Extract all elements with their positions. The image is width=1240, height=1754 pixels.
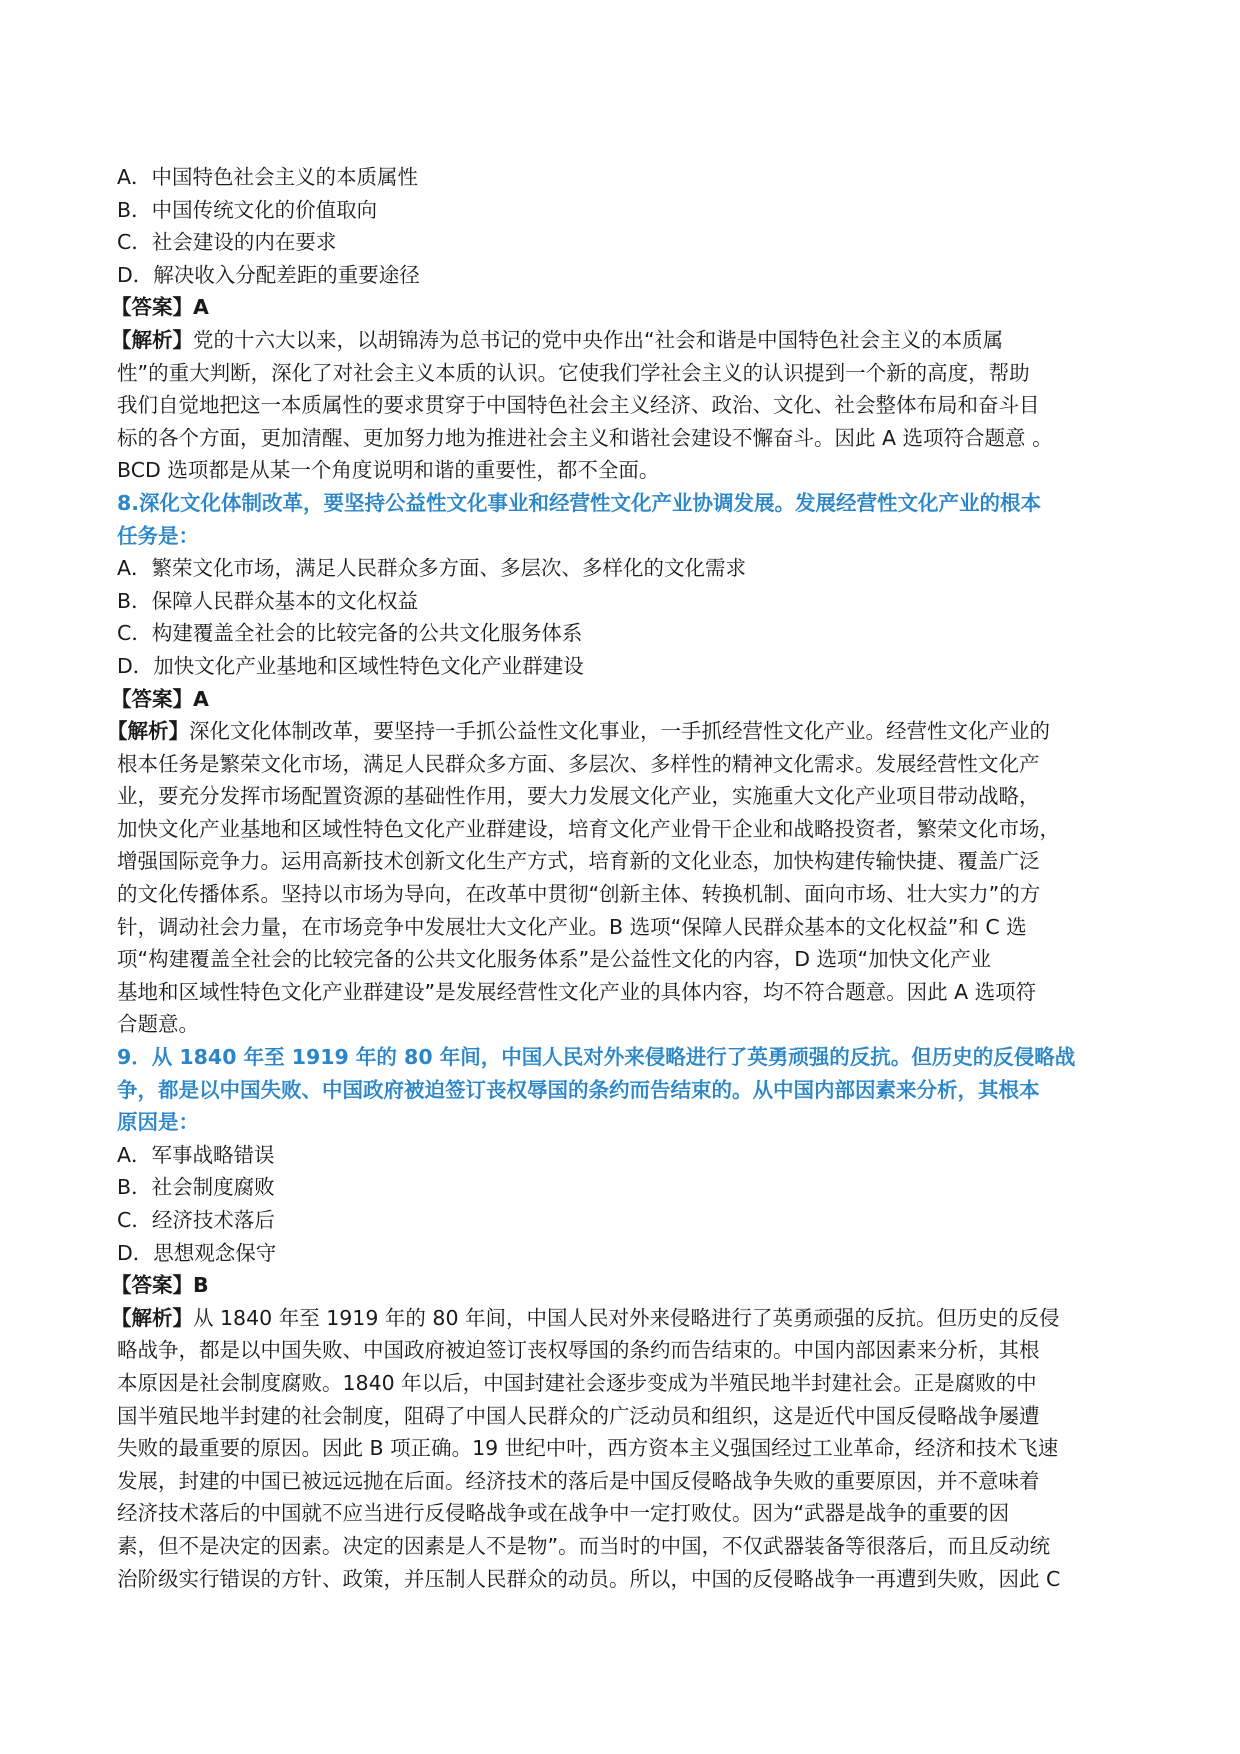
- option-a: A．中国特色社会主义的本质属性: [117, 165, 419, 189]
- answer-7: 【答案】A: [111, 295, 209, 320]
- analysis-line: 党的十六大以来，以胡锦涛为总书记的党中央作出“社会和谐是中国特色社会主义的本质属: [193, 327, 1004, 352]
- analysis-9: [111, 1302, 1125, 1595]
- option-a: A．军事战略错误: [117, 1142, 275, 1167]
- question-9: [117, 1041, 1125, 1139]
- option-b: B．保障人民群众基本的文化权益: [117, 588, 419, 613]
- analysis-line: 治阶级实行错误的方针、政策，并压制人民群众的动员。所以，中国的反侵略战争一再遭到失败，因此 C: [117, 1566, 1061, 1591]
- analysis-line: 从 1840 年至 1919 年的 80 年间，中国人民对外来侵略进行了英勇顽强的反抗。但历史的反侵: [193, 1305, 1060, 1330]
- option-c: C．社会建设的内在要求: [117, 230, 337, 255]
- analysis-line: 素，但不是决定的因素。决定的因素是人不是物”。而当时的中国，不仅武器装备等很落后，而且反动统: [117, 1533, 1051, 1558]
- analysis-line: BCD 选项都是从某一个角度说明和谐的重要性，都不全面。: [117, 458, 660, 483]
- analysis-label: 【解析】: [111, 327, 193, 352]
- answer-8: 【答案】A: [111, 686, 209, 711]
- question-8-text: 8.深化文化体制改革，要坚持公益性文化事业和经营性文化产业协调发展。发展经营性文化产业的根本: [117, 490, 1042, 515]
- analysis-line: 标的各个方面，更加清醒、更加努力地为推进社会主义和谐社会建设不懈奋斗。因此 A 选项符合题意 。: [117, 425, 1053, 450]
- document-page: [107, 161, 1125, 1595]
- analysis-line: 针，调动社会力量，在市场竞争中发展壮大文化产业。B 选项“保障人民群众基本的文化权益”和 C 选: [117, 914, 1027, 939]
- analysis-line: 失败的最重要的原因。因此 B 项正确。19 世纪中叶，西方资本主义强国经过工业革命，经济和技术飞速: [117, 1436, 1059, 1461]
- option-c: C．构建覆盖全社会的比较完备的公共文化服务体系: [117, 621, 583, 646]
- analysis-line: 我们自觉地把这一本质属性的要求贯穿于中国特色社会主义经济、政治、文化、社会整体布局和奋斗目: [117, 393, 1040, 418]
- analysis-line: 国半殖民地半封建的社会制度，阻碍了中国人民群众的广泛动员和组织，这是近代中国反侵略战争屡遭: [117, 1403, 1040, 1428]
- analysis-line: 深化文化体制改革，要坚持一手抓公益性文化事业，一手抓经营性文化产业。经营性文化产业的: [189, 719, 1050, 744]
- analysis-8: [107, 715, 1125, 1041]
- analysis-line: 基地和区域性特色文化产业群建设”是发展经营性文化产业的具体内容，均不符合题意。因此 A 选项符: [117, 979, 1037, 1004]
- analysis-line: 本原因是社会制度腐败。1840 年以后，中国封建社会逐步变成为半殖民地半封建社会。正是腐败的中: [117, 1370, 1037, 1395]
- analysis-line: 加快文化产业基地和区域性特色文化产业群建设，培育文化产业骨干企业和战略投资者，繁荣文化市场，: [117, 816, 1060, 841]
- analysis-line: 合题意。: [117, 1012, 199, 1037]
- question-9-text: 争，都是以中国失败、中国政府被迫签订丧权辱国的条约而告结束的。从中国内部因素来分析，其根本: [117, 1077, 1040, 1102]
- analysis-line: 发展，封建的中国已被远远抛在后面。经济技术的落后是中国反侵略战争失败的重要原因，并不意味着: [117, 1468, 1040, 1493]
- analysis-label: 【解析】: [111, 1305, 193, 1330]
- analysis-line: 项“构建覆盖全社会的比较完备的公共文化服务体系”是公益性文化的内容，D 选项“加快文化产业: [117, 947, 992, 972]
- question-9-text: 9．从 1840 年至 1919 年的 80 年间，中国人民对外来侵略进行了英勇顽强的反抗。但历史的反侵略战: [117, 1045, 1076, 1070]
- option-d: D．思想观念保守: [117, 1240, 277, 1265]
- answer-9: 【答案】B: [111, 1273, 209, 1298]
- option-d: D．解决收入分配差距的重要途径: [117, 262, 420, 287]
- question-9-text: 原因是：: [117, 1110, 199, 1135]
- analysis-line: 根本任务是繁荣文化市场，满足人民群众多方面、多层次、多样性的精神文化需求。发展经营性文化产: [117, 751, 1040, 776]
- question-7-options: [117, 161, 1125, 291]
- analysis-label: 【解析】: [107, 719, 189, 744]
- option-c: C．经济技术落后: [117, 1208, 275, 1232]
- analysis-line: 性”的重大判断，深化了对社会主义本质的认识。它使我们学社会主义的认识提到一个新的高度，帮助: [117, 360, 1030, 385]
- analysis-line: 略战争，都是以中国失败、中国政府被迫签订丧权辱国的条约而告结束的。中国内部因素来分析，其根: [117, 1338, 1040, 1363]
- analysis-line: 经济技术落后的中国就不应当进行反侵略战争或在战争中一定打败仗。因为“武器是战争的重要的因: [117, 1501, 1010, 1526]
- question-8: [117, 487, 1125, 552]
- option-b: B．社会制度腐败: [117, 1175, 275, 1200]
- analysis-line: 业，要充分发挥市场配置资源的基础性作用，要大力发展文化产业，实施重大文化产业项目带动战略，: [117, 784, 1040, 809]
- analysis-line: 的文化传播体系。坚持以市场为导向，在改革中贯彻“创新主体、转换机制、面向市场、壮大实力”的方: [117, 882, 1041, 907]
- question-9-options: [117, 1139, 1125, 1269]
- question-8-text: 任务是：: [117, 523, 199, 548]
- analysis-7: [111, 324, 1125, 487]
- option-d: D．加快文化产业基地和区域性特色文化产业群建设: [117, 653, 584, 678]
- option-a: A．繁荣文化市场，满足人民群众多方面、多层次、多样化的文化需求: [117, 556, 747, 581]
- analysis-line: 增强国际竞争力。运用高新技术创新文化生产方式，培育新的文化业态，加快构建传输快捷、覆盖广泛: [117, 849, 1040, 874]
- option-b: B．中国传统文化的价值取向: [117, 197, 378, 222]
- question-8-options: [117, 552, 1125, 682]
